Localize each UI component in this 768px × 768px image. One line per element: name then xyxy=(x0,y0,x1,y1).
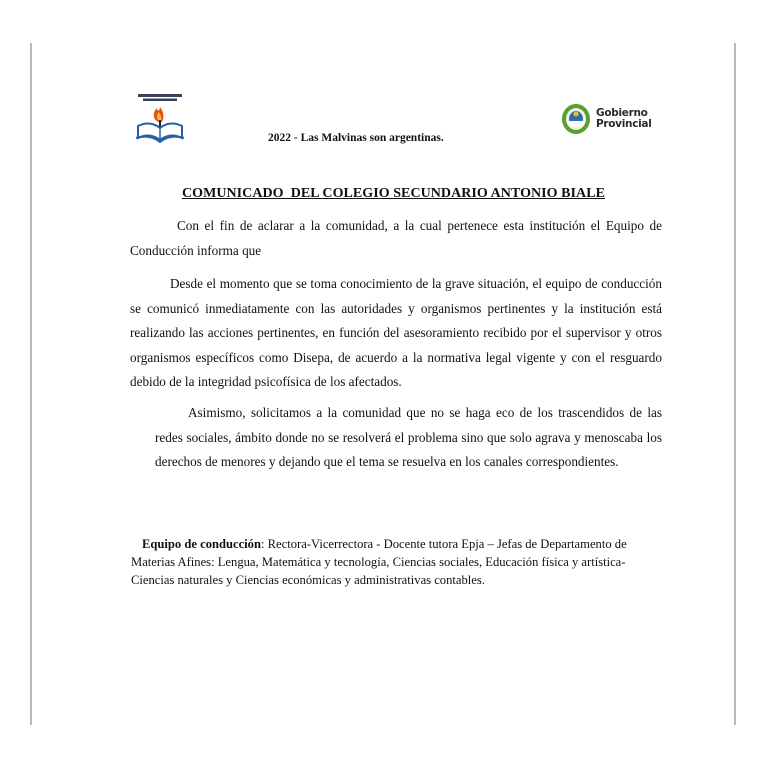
page-border-right xyxy=(734,43,736,725)
management-team-text: : Rectora-Vicerrectora - Docente tutora Epja – Jefas de Departamento de Materias Afines: Lengua, Matemática y tecnología, Ciencias sociales, Educación física y artística- Ciencias naturales y Ciencias económicas y administrativas contables. xyxy=(131,537,627,587)
paragraph-actions: Desde el momento que se toma conocimiento de la grave situación, el equipo de conducción se comunicó inmediatamente con las autoridades y organismos pertinentes y la institución está realizando las acciones pertinentes, en función del asesoramiento recibido por el supervisor y otros organismos específicos como Disepa, de acuerdo a la normativa legal vigente y con el resguardo debido de la integridad psicofísica de los afectados. xyxy=(130,276,662,389)
government-seal-icon xyxy=(561,103,591,135)
school-crest-icon xyxy=(134,92,186,144)
paragraph-request: Asimismo, solicitamos a la comunidad que no se haga eco de los trascendidos de las redes sociales, ámbito donde no se resolverá el problema sino que solo agrava y menoscaba los derechos de menores y dejando que el tema se resuelva en los canales correspondientes. xyxy=(155,405,662,469)
gov-logo-line1: Gobierno xyxy=(596,107,648,119)
document-title: COMUNICADO DEL COLEGIO SECUNDARIO ANTONIO BIALE xyxy=(182,186,605,201)
gov-logo-line2: Provincial xyxy=(596,118,652,130)
management-team-label: Equipo de conducción xyxy=(142,537,261,551)
page-border-left xyxy=(30,43,32,725)
paragraph-intro: Con el fin de aclarar a la comunidad, a la cual pertenece esta institución el Equipo de Conducción informa que xyxy=(130,218,662,258)
government-logo xyxy=(561,103,652,135)
year-motto: 2022 - Las Malvinas son argentinas. xyxy=(268,132,444,144)
management-team xyxy=(131,536,631,589)
